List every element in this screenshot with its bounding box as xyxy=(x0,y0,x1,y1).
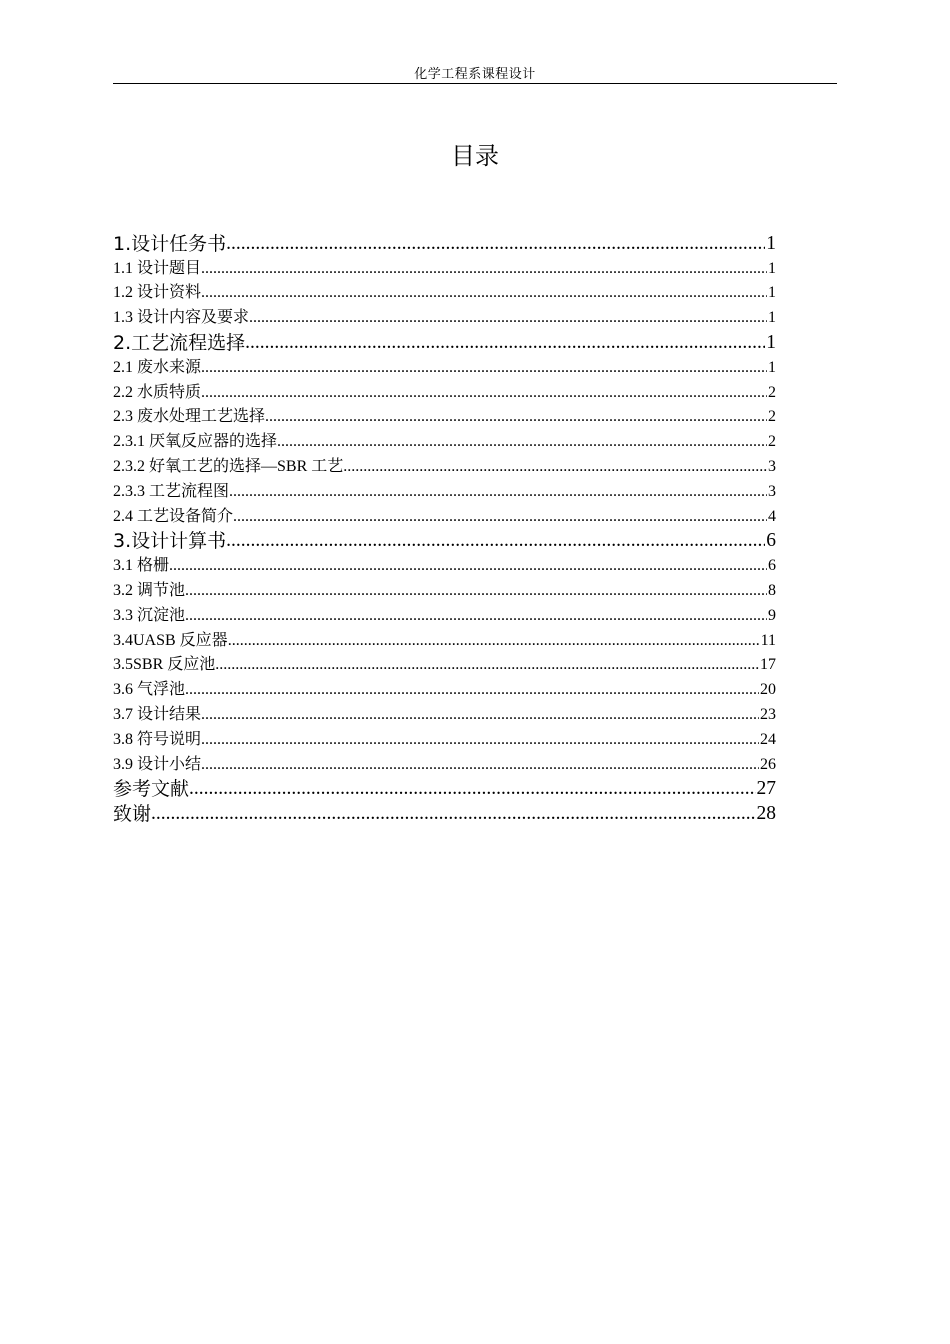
toc-dot-leader xyxy=(277,431,767,453)
toc-entry-page: 1 xyxy=(766,331,776,353)
toc-dot-leader xyxy=(226,233,765,255)
toc-entry-title: 3.6 气浮池 xyxy=(113,681,186,699)
toc-entry-title: 致谢 xyxy=(113,803,152,826)
toc-dot-leader xyxy=(201,754,759,776)
toc-entry-title: 参考文献 xyxy=(113,778,190,801)
toc-dot-leader xyxy=(228,630,760,652)
toc-entry[interactable] xyxy=(113,577,776,602)
toc-entry-title: 3.1 格栅 xyxy=(113,557,170,575)
toc-entry-title: 2.3.3 工艺流程图 xyxy=(113,482,230,500)
toc-dot-leader xyxy=(245,332,765,354)
toc-entry-title: 3.8 符号说明 xyxy=(113,730,202,748)
toc-entry-title: 3.5SBR 反应池 xyxy=(113,656,216,674)
toc-entry-title: 3.4UASB 反应器 xyxy=(113,631,228,649)
toc-entry[interactable] xyxy=(113,404,776,429)
toc-entry-page: 1 xyxy=(768,358,776,376)
toc-dot-leader xyxy=(343,456,767,478)
toc-entry[interactable] xyxy=(113,379,776,404)
toc-entry-title: 1.3 设计内容及要求 xyxy=(113,309,250,327)
toc-entry-page: 6 xyxy=(766,530,776,552)
toc-dot-leader xyxy=(233,506,767,528)
toc-entry[interactable] xyxy=(113,552,776,577)
toc-entry-title: 2.3 废水处理工艺选择 xyxy=(113,408,266,426)
toc-entry-page: 3 xyxy=(768,482,776,500)
toc-dot-leader xyxy=(201,357,767,379)
toc-entry-page: 11 xyxy=(760,631,776,649)
toc-entry-page: 24 xyxy=(760,730,776,748)
toc-entry-page: 28 xyxy=(756,803,776,825)
toc-entry[interactable] xyxy=(113,602,776,627)
toc-entry[interactable] xyxy=(113,280,776,305)
toc-title: 目录 xyxy=(451,142,499,170)
toc-entry-title: 3.7 设计结果 xyxy=(113,705,202,723)
toc-entry-page: 23 xyxy=(760,705,776,723)
toc-entry[interactable] xyxy=(113,453,776,478)
toc-entry[interactable] xyxy=(113,800,776,825)
toc-entry-page: 4 xyxy=(768,507,776,525)
toc-entry-page: 8 xyxy=(768,581,776,599)
table-of-contents xyxy=(113,230,776,825)
toc-entry-title: 1.1 设计题目 xyxy=(113,259,202,277)
toc-entry-title: 2.工艺流程选择 xyxy=(113,331,246,354)
toc-dot-leader xyxy=(151,803,755,825)
toc-entry-title: 2.3.2 好氧工艺的选择—SBR 工艺 xyxy=(113,457,344,475)
toc-dot-leader xyxy=(265,406,767,428)
toc-entry-page: 26 xyxy=(760,755,776,773)
toc-entry-page: 1 xyxy=(766,232,776,254)
toc-dot-leader xyxy=(229,481,767,503)
toc-entry[interactable] xyxy=(113,528,776,553)
toc-entry[interactable] xyxy=(113,726,776,751)
toc-entry[interactable] xyxy=(113,478,776,503)
toc-dot-leader xyxy=(189,778,755,800)
toc-entry-page: 1 xyxy=(768,309,776,327)
toc-entry-title: 2.4 工艺设备简介 xyxy=(113,507,234,525)
toc-dot-leader xyxy=(185,679,759,701)
toc-entry-page: 3 xyxy=(768,457,776,475)
toc-dot-leader xyxy=(201,282,767,304)
toc-entry[interactable] xyxy=(113,701,776,726)
toc-entry-page: 17 xyxy=(760,656,776,674)
toc-entry-title: 3.3 沉淀池 xyxy=(113,606,186,624)
toc-entry[interactable] xyxy=(113,304,776,329)
toc-entry-title: 1.2 设计资料 xyxy=(113,284,202,302)
toc-entry-page: 20 xyxy=(760,681,776,699)
toc-entry-title: 2.3.1 厌氧反应器的选择 xyxy=(113,433,278,451)
toc-dot-leader xyxy=(201,729,759,751)
toc-entry-page: 2 xyxy=(768,433,776,451)
toc-dot-leader xyxy=(201,258,767,280)
toc-entry[interactable] xyxy=(113,627,776,652)
toc-entry[interactable] xyxy=(113,751,776,776)
toc-entry[interactable] xyxy=(113,354,776,379)
toc-entry-title: 3.9 设计小结 xyxy=(113,755,202,773)
toc-entry[interactable] xyxy=(113,652,776,677)
toc-entry[interactable] xyxy=(113,503,776,528)
toc-entry-page: 27 xyxy=(756,778,776,800)
toc-entry[interactable] xyxy=(113,676,776,701)
toc-dot-leader xyxy=(215,654,759,676)
toc-entry-page: 1 xyxy=(768,284,776,302)
toc-entry-title: 2.1 废水来源 xyxy=(113,358,202,376)
toc-entry[interactable] xyxy=(113,230,776,255)
toc-entry-title: 3.2 调节池 xyxy=(113,581,186,599)
toc-entry[interactable] xyxy=(113,255,776,280)
toc-dot-leader xyxy=(201,704,759,726)
toc-dot-leader xyxy=(249,307,767,329)
toc-entry-page: 9 xyxy=(768,606,776,624)
toc-dot-leader xyxy=(169,555,767,577)
page-header: 化学工程系课程设计 xyxy=(414,66,536,81)
toc-entry-title: 1.设计任务书 xyxy=(113,232,227,255)
toc-dot-leader xyxy=(226,530,765,552)
toc-entry[interactable] xyxy=(113,428,776,453)
toc-entry-title: 2.2 水质特质 xyxy=(113,383,202,401)
toc-entry-page: 1 xyxy=(768,259,776,277)
toc-entry-page: 6 xyxy=(768,557,776,575)
toc-entry-page: 2 xyxy=(768,383,776,401)
toc-entry[interactable] xyxy=(113,329,776,354)
toc-entry-page: 2 xyxy=(768,408,776,426)
toc-dot-leader xyxy=(185,580,767,602)
toc-dot-leader xyxy=(185,605,767,627)
toc-entry-title: 3.设计计算书 xyxy=(113,530,227,553)
header-rule xyxy=(113,83,837,84)
toc-entry[interactable] xyxy=(113,776,776,801)
toc-dot-leader xyxy=(201,382,767,404)
